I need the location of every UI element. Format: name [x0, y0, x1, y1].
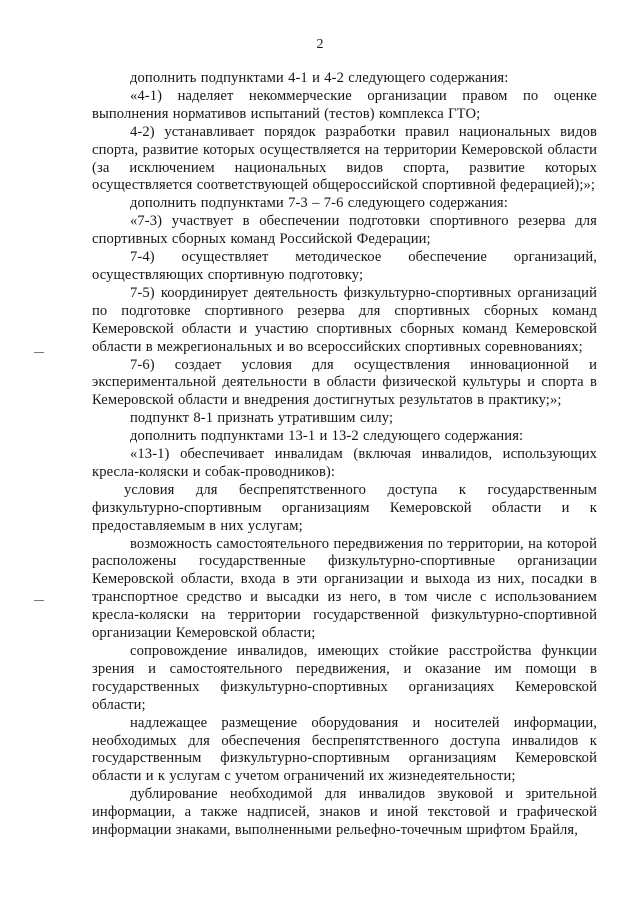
page-number: 2 — [316, 37, 324, 52]
document-body — [92, 70, 597, 840]
paragraph: «7-3) участвует в обеспечении подготовки спортивного резерва для спортивных сборных команд Российской Федерации; — [92, 213, 597, 248]
paragraph: «13-1) обеспечивает инвалидам (включая инвалидов, использующих кресла-коляски и собак-проводников): — [92, 446, 597, 480]
paragraph: условия для беспрепятственного доступа к государственным физкультурно-спортивным организациям Кемеровской области и к предоставляемым в них услугам; — [92, 481, 597, 534]
paragraph: дополнить подпунктами 7-3 – 7-6 следующего содержания: — [130, 195, 508, 212]
paragraph: «4-1) наделяет некоммерческие организации правом по оценке выполнения нормативов испытаний (тестов) комплекса ГТО; — [92, 87, 597, 122]
paragraph: 4-2) устанавливает порядок разработки правил национальных видов спорта, развитие которых осуществляется на территории Кемеровской области (за исключением национальных видов спорта, развитие которых осуществляется соответствующей общероссийской спортивной федерацией);»; — [92, 123, 597, 194]
paragraph: 7-6) создает условия для осуществления инновационной и экспериментальной деятельности в области физической культуры и спорта в Кемеровской области и внедрения достигнутых результатов в практику;»; — [92, 356, 597, 409]
paragraph: возможность самостоятельного передвижения по территории, на которой расположены государственные физкультурно-спортивные организации Кемеровской области, входа в эти организации и выхода из них, посадки в транспортное средство и высадки из него, в том числе с использованием кресла-коляски на территории государственной физкультурно-спортивной организации Кемеровской области; — [92, 535, 597, 642]
paragraph: дополнить подпунктами 4-1 и 4-2 следующего содержания: — [130, 70, 509, 86]
paragraph: дополнить подпунктами 13-1 и 13-2 следующего содержания: — [130, 428, 524, 445]
margin-mark — [34, 352, 44, 353]
paragraph: надлежащее размещение оборудования и носителей информации, необходимых для обеспечения беспрепятственного доступа инвалидов к государственным физкультурно-спортивным организациям Кемеровской области и к услугам с учетом ограничений их жизнедеятельности; — [92, 714, 597, 785]
paragraph: 7-4) осуществляет методическое обеспечение организаций, осуществляющих спортивную подготовку; — [92, 249, 597, 283]
paragraph: 7-5) координирует деятельность физкультурно-спортивных организаций по подготовке спортивного резерва для спортивных сборных команд Кемеровской области и участию спортивных сборных команд Кемеровской области в межрегиональных и во всероссийских спортивных соревнованиях; — [92, 284, 597, 355]
margin-mark — [34, 600, 44, 601]
paragraph: сопровождение инвалидов, имеющих стойкие расстройства функции зрения и самостоятельного передвижения, и оказание им помощи в государственных физкультурно-спортивных организациях Кемеровской области; — [92, 643, 597, 713]
paragraph: дублирование необходимой для инвалидов звуковой и зрительной информации, а также надписей, знаков и иной текстовой и графической информации знаками, выполненными рельефно-точечным шрифтом Брайля, — [92, 786, 597, 839]
paragraph: подпункт 8-1 признать утратившим силу; — [130, 410, 394, 427]
